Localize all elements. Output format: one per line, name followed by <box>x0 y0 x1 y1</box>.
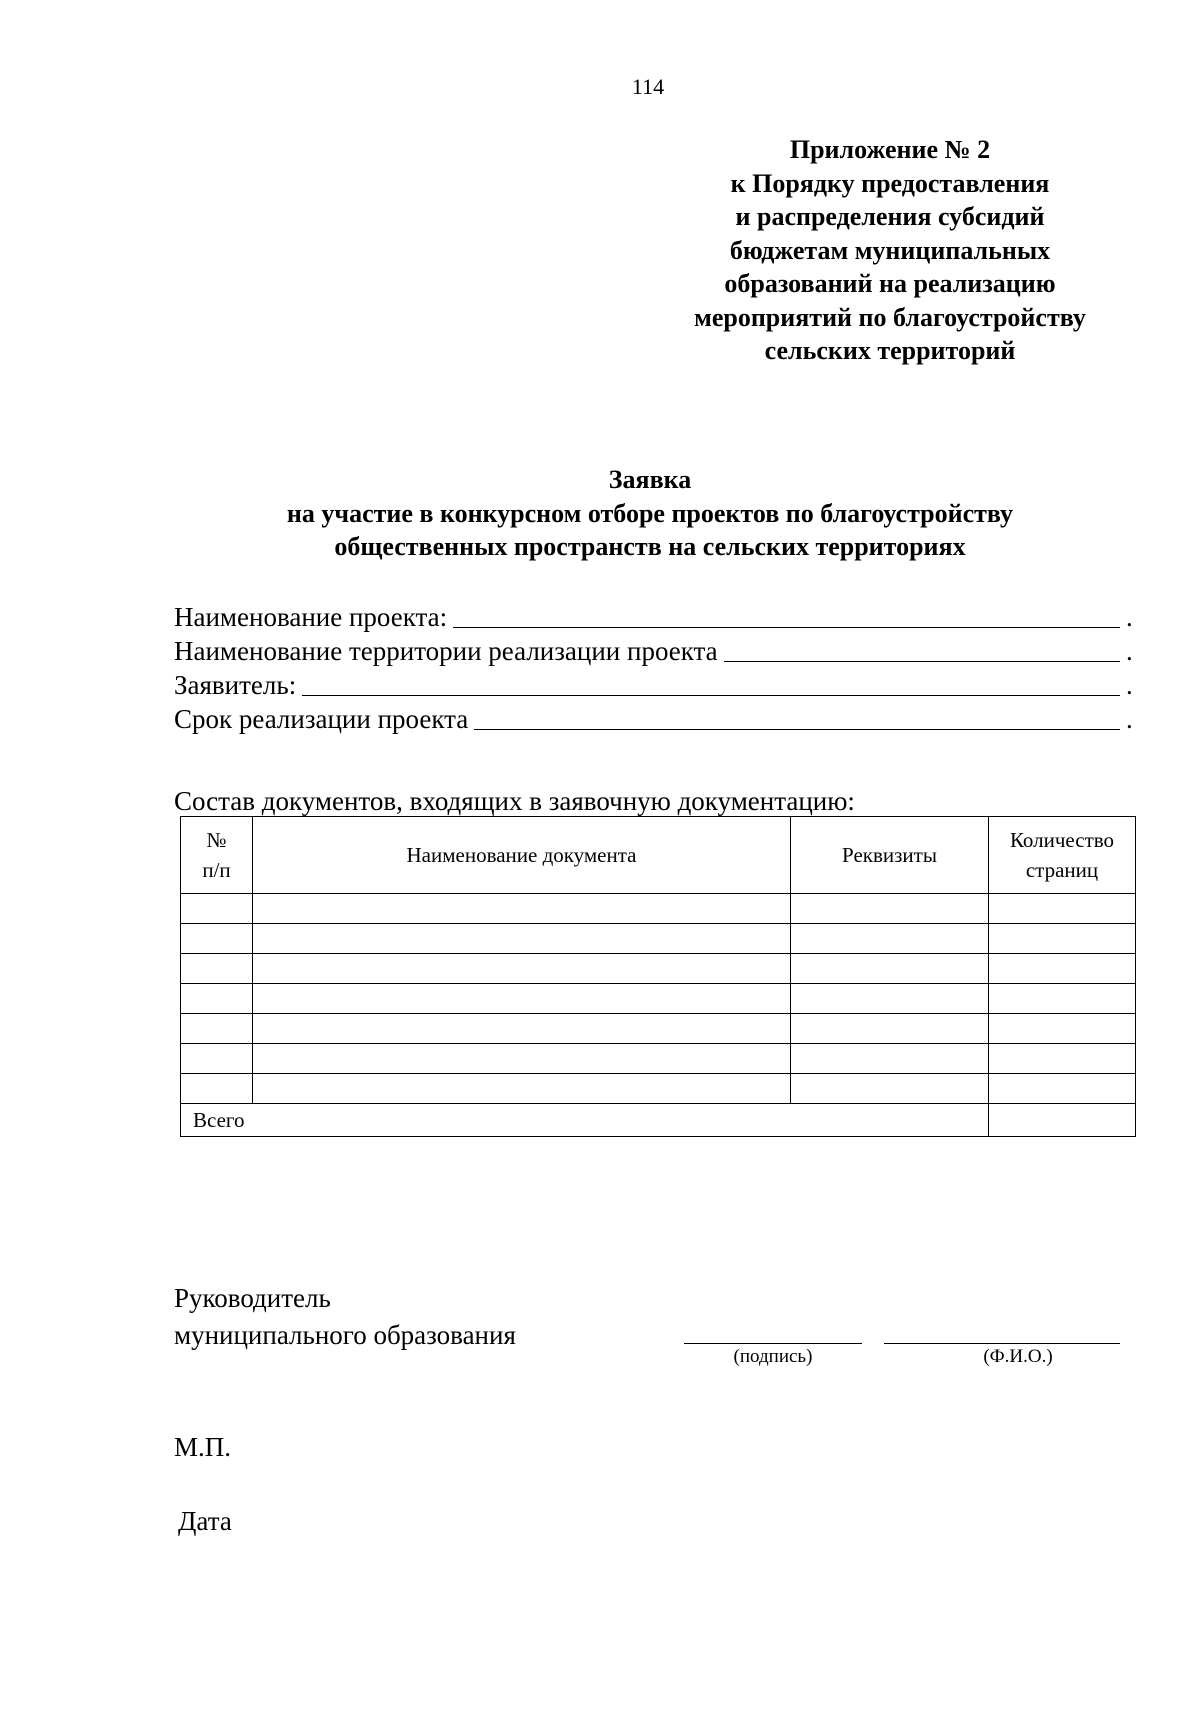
name-cell[interactable] <box>253 984 791 1014</box>
project-name-field[interactable] <box>174 598 1133 632</box>
header-text: страниц <box>1025 858 1099 882</box>
name-column-header: Наименование документа <box>253 817 791 894</box>
total-pages-cell[interactable] <box>989 1104 1136 1137</box>
table-row <box>181 1074 1136 1104</box>
fill-in-line[interactable] <box>474 728 1120 730</box>
total-label: Всего <box>181 1104 989 1137</box>
field-end-dot: . <box>1126 602 1133 632</box>
header-text: № <box>206 828 227 852</box>
pages-cell[interactable] <box>989 1014 1136 1044</box>
pages-cell[interactable] <box>989 894 1136 924</box>
name-cell[interactable] <box>253 1074 791 1104</box>
details-cell[interactable] <box>791 1014 989 1044</box>
document-title <box>150 463 1150 564</box>
pages-column-header <box>989 817 1136 894</box>
table-row <box>181 984 1136 1014</box>
number-cell[interactable] <box>181 954 253 984</box>
field-end-dot: . <box>1126 670 1133 700</box>
number-cell[interactable] <box>181 984 253 1014</box>
pages-cell[interactable] <box>989 984 1136 1014</box>
date-label: Дата <box>178 1506 232 1536</box>
appendix-line: мероприятий по благоустройству <box>694 302 1086 332</box>
field-label: Наименование проекта: <box>174 602 448 632</box>
title-line: общественных пространств на сельских территориях <box>334 532 966 561</box>
details-cell[interactable] <box>791 954 989 984</box>
number-cell[interactable] <box>181 1074 253 1104</box>
table-row <box>181 1044 1136 1074</box>
table-row <box>181 954 1136 984</box>
field-label: Заявитель: <box>174 670 297 700</box>
seal-label: М.П. <box>174 1432 232 1462</box>
signer-line: Руководитель <box>174 1283 331 1313</box>
number-column-header <box>181 817 253 894</box>
pages-cell[interactable] <box>989 1074 1136 1104</box>
fill-in-line[interactable] <box>724 660 1120 662</box>
appendix-line: сельских территорий <box>764 336 1016 365</box>
appendix-line: и распределения субсидий <box>735 202 1045 231</box>
implementation-period-field[interactable] <box>174 700 1133 734</box>
table-row <box>181 1014 1136 1044</box>
signature-caption: (подпись) <box>733 1346 813 1367</box>
appendix-line: к Порядку предоставления <box>730 168 1050 198</box>
signer-position <box>174 1280 516 1354</box>
name-cell[interactable] <box>253 954 791 984</box>
details-cell[interactable] <box>791 1044 989 1074</box>
applicant-field[interactable] <box>174 666 1133 700</box>
name-cell[interactable] <box>253 1014 791 1044</box>
name-cell[interactable] <box>253 1044 791 1074</box>
number-cell[interactable] <box>181 1044 253 1074</box>
details-column-header: Реквизиты <box>791 817 989 894</box>
documents-table <box>180 816 1136 1137</box>
name-cell[interactable] <box>253 924 791 954</box>
total-row <box>181 1104 1136 1137</box>
field-label: Срок реализации проекта <box>174 704 469 734</box>
appendix-line: бюджетам муниципальных <box>729 235 1051 265</box>
pages-cell[interactable] <box>989 924 1136 954</box>
fill-in-line[interactable] <box>302 694 1120 696</box>
field-label: Наименование территории реализации проекта <box>174 636 718 666</box>
signer-line: муниципального образования <box>174 1320 516 1350</box>
field-end-dot: . <box>1126 704 1133 734</box>
details-cell[interactable] <box>791 924 989 954</box>
table-row <box>181 894 1136 924</box>
title-line: Заявка <box>608 465 692 494</box>
page-number: 114 <box>631 74 665 99</box>
title-line: на участие в конкурсном отборе проектов по благоустройству <box>286 498 1014 528</box>
field-end-dot: . <box>1126 636 1133 666</box>
fill-in-line[interactable] <box>453 626 1120 628</box>
pages-cell[interactable] <box>989 1044 1136 1074</box>
fio-caption: (Ф.И.О.) <box>983 1346 1053 1367</box>
number-cell[interactable] <box>181 924 253 954</box>
header-text: п/п <box>202 858 231 882</box>
fio-line[interactable] <box>884 1343 1120 1344</box>
number-cell[interactable] <box>181 1014 253 1044</box>
details-cell[interactable] <box>791 984 989 1014</box>
appendix-line: Приложение № 2 <box>789 135 991 164</box>
pages-cell[interactable] <box>989 954 1136 984</box>
documents-caption: Состав документов, входящих в заявочную документацию: <box>174 786 855 816</box>
table-header-row <box>181 817 1136 894</box>
details-cell[interactable] <box>791 1074 989 1104</box>
appendix-line: образований на реализацию <box>724 269 1056 298</box>
number-cell[interactable] <box>181 894 253 924</box>
appendix-heading <box>600 133 1180 368</box>
table-row <box>181 924 1136 954</box>
territory-name-field[interactable] <box>174 632 1133 666</box>
signature-line[interactable] <box>684 1343 862 1344</box>
header-text: Количество <box>1009 828 1115 852</box>
details-cell[interactable] <box>791 894 989 924</box>
name-cell[interactable] <box>253 894 791 924</box>
